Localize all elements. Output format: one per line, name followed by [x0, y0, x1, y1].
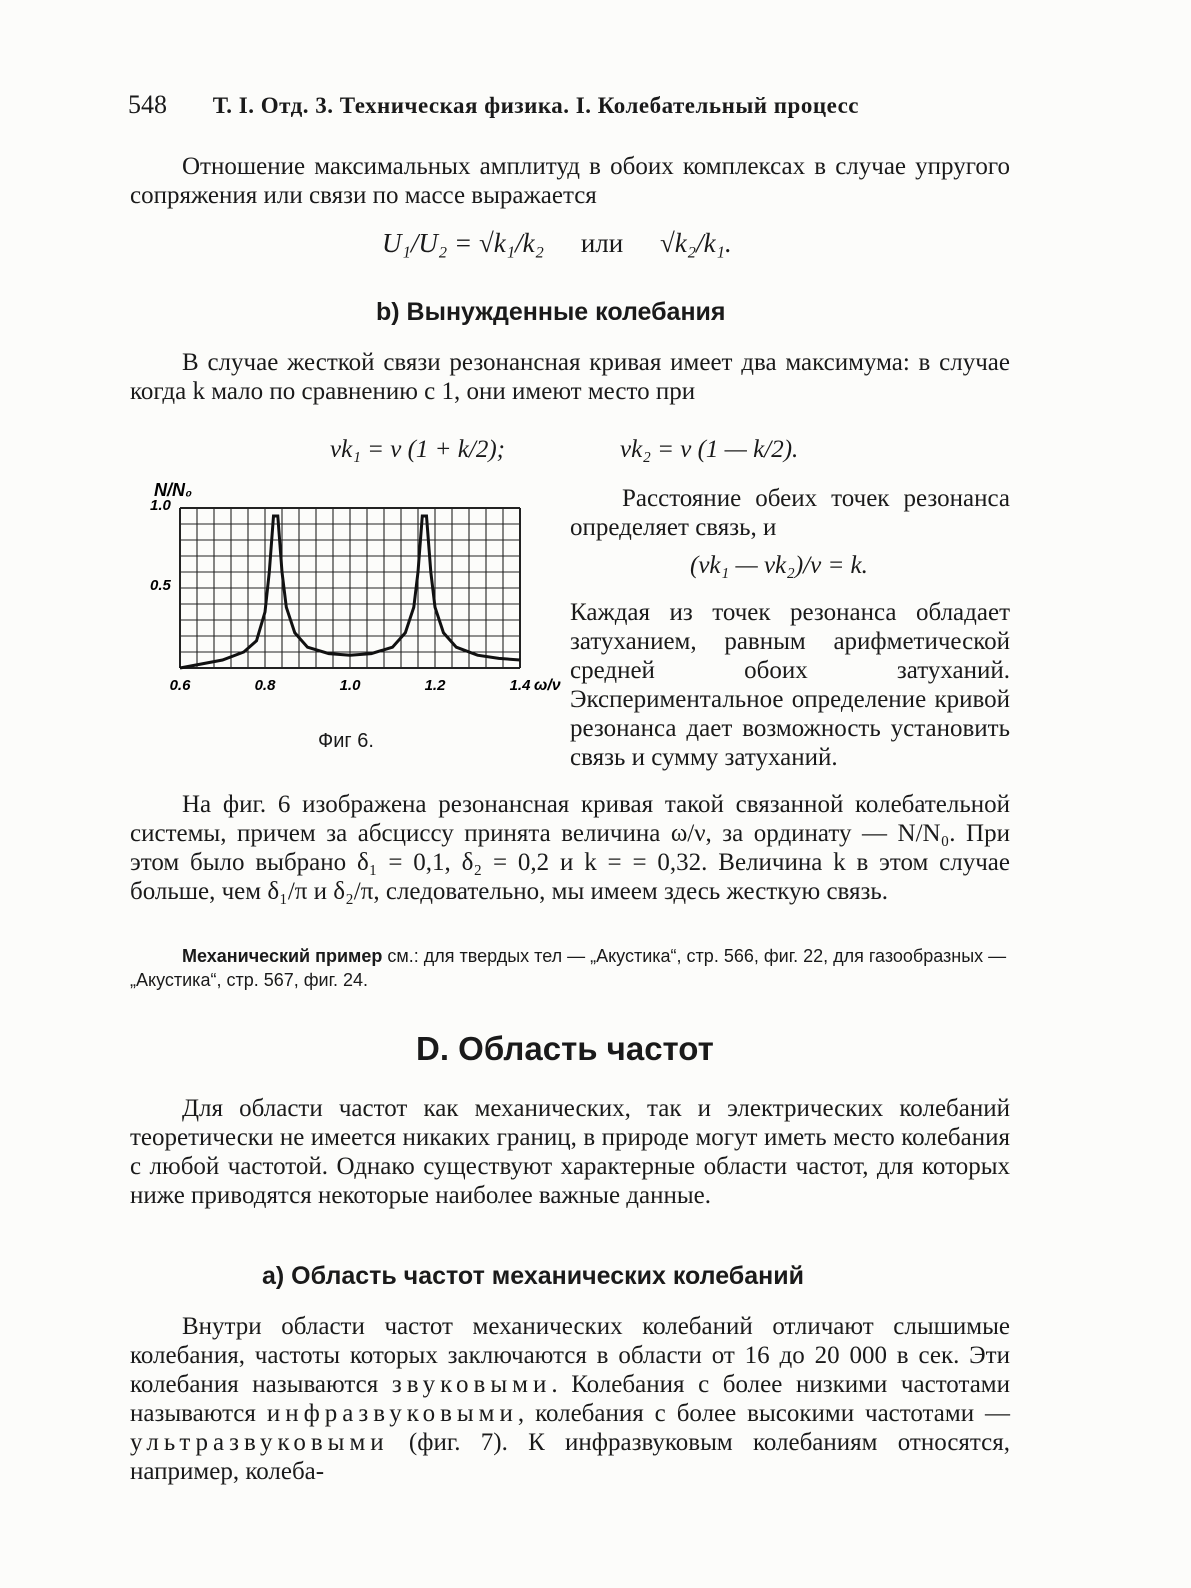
section-b-heading: b) Вынужденные колебания — [376, 298, 726, 326]
section-d-text: Для области частот как механических, так и электрических колебаний теоретически не имеется никаких границ, в природе могут иметь место колебания с любой частотой. Однако существуют характерные области частот, для которых ниже приводятся некоторые наиболее важные данные. — [130, 1095, 1010, 1209]
ratio-formula-right: √k₂/k₁. — [659, 228, 732, 258]
term-infrasound: инфразвуковыми — [266, 1400, 518, 1427]
y-tick-label: 1.0 — [150, 497, 171, 514]
section-b-paragraph-2 — [130, 790, 1010, 906]
page-header — [128, 90, 968, 120]
section-d-heading: D. Область частот — [416, 1030, 714, 1067]
y-tick-label: 0.5 — [150, 577, 171, 594]
section-a-text-mid-1: . Колебания с более низкими частотами называются — [130, 1371, 1010, 1427]
term-ultrasound: ультразвуковыми — [130, 1429, 389, 1456]
x-tick-label: 1.0 — [339, 677, 361, 694]
x-tick-label: 0.8 — [254, 677, 276, 694]
section-d-paragraph — [130, 1094, 1010, 1210]
section-b-text-2: На фиг. 6 изображена резонансная кривая такой связанной колебательной системы, причем за абсциссу принята величина ω/ν, за ординату — N/N₀. При этом было выбрано δ₁ = 0,1, δ₂ = 0,2 и k = = 0,32. Величина k в этом случае больше, чем δ₁/π и δ₂/π, следовательно, мы имеем здесь жесткую связь. — [130, 791, 1010, 905]
section-a-text-end: (фиг. 7). К инфразвуковым колебаниям относятся, например, колеба- — [130, 1429, 1010, 1485]
section-a-text — [130, 1312, 1010, 1486]
x-tick-label: 0.6 — [169, 677, 191, 694]
ratio-formula-left: U₁/U₂ = √k₁/k₂ — [382, 228, 545, 258]
section-b-paragraph-1 — [130, 348, 1010, 406]
section-b-text-1: В случае жесткой связи резонансная кривая имеет два максимума: в случае когда k мало по сравнению с 1, они имеют место при — [130, 349, 1010, 405]
ratio-formula — [382, 228, 732, 259]
x-tick-label: 1.2 — [424, 677, 446, 694]
section-a-text-mid-2: , колебания с более высокими частотами — — [517, 1400, 1010, 1427]
formula-difference: (νk₁ — νk₂)/ν = k. — [690, 552, 868, 579]
side-text-1: Расстояние обеих точек резонанса определяет связь, и — [570, 485, 1010, 541]
running-title: Т. I. Отд. 3. Техническая физика. I. Колебательный процесс — [212, 93, 859, 118]
intro-paragraph — [130, 152, 1010, 210]
chart-x-label: ω/ν — [534, 677, 561, 694]
chart-ticks — [150, 497, 531, 694]
section-a-text-start: Внутри области частот механических колебаний отличают слышимые колебания, частоты которых заключаются в области от 16 до 20 000 в сек. Эти колебания называются — [130, 1313, 1010, 1398]
figure-caption: Фиг 6. — [318, 730, 374, 752]
side-text-1-block — [570, 484, 1010, 542]
formula-nu-k2: νk₂ = ν (1 — k/2). — [620, 436, 799, 463]
chart-grid — [180, 508, 520, 668]
page-number: 548 — [128, 90, 167, 119]
mechanical-example-note — [130, 944, 1010, 992]
formula-nu-k1: νk₁ = ν (1 + k/2); — [330, 436, 505, 463]
x-tick-label: 1.4 — [509, 677, 531, 694]
section-a-heading: а) Область частот механических колебаний — [262, 1262, 804, 1290]
section-a-paragraph — [130, 1312, 1010, 1486]
side-text-2: Каждая из точек резонанса обладает затуханием, равным арифметической средней обоих затуханий. Экспериментальное определение кривой резонанса дает возможность установить связь и сумму затуханий. — [570, 599, 1010, 771]
ratio-formula-connector: или — [580, 228, 624, 258]
resonance-curve-chart — [148, 476, 561, 711]
intro-text: Отношение максимальных амплитуд в обоих комплексах в случае упругого сопряжения или связи по массе выражается — [130, 153, 1010, 209]
note-rest: см.: для твердых тел — „Акустика“, стр. 566, фиг. 22, для газообразных — „Акустика“, стр. 567, фиг. 24. — [130, 946, 1007, 990]
side-text-2-block — [570, 598, 1010, 772]
chart-y-label: N/N₀ — [154, 480, 193, 500]
term-sound: звуковыми — [391, 1371, 552, 1398]
note-lead: Механический пример — [182, 946, 383, 966]
